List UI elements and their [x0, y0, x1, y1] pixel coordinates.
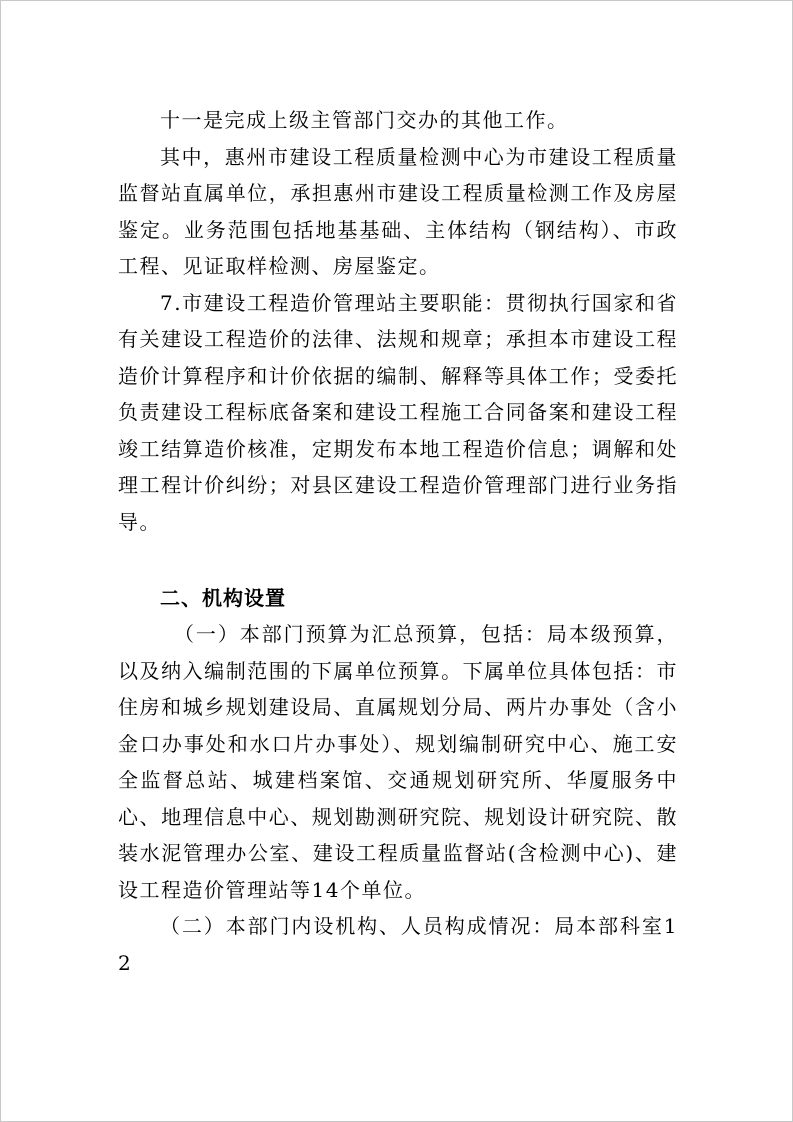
paragraph-quality-testing-center: 其中，惠州市建设工程质量检测中心为市建设工程质量监督站直属单位，承担惠州市建设工程质量检测工作及房屋鉴定。业务范围包括地基基础、主体结构（钢结构）、市政工程、见证取样检测、房屋鉴定。 [118, 144, 678, 278]
paragraph-cost-management-station: 7.市建设工程造价管理站主要职能：贯彻执行国家和省有关建设工程造价的法律、法规和规章；承担本市建设工程造价计算程序和计价依据的编制、解释等具体工作；受委托负责建设工程标底备案和建设工程施工合同备案和建设工程竣工结算造价核准，定期发布本地工程造价信息；调解和处理工程计价纠纷；对县区建设工程造价管理部门进行业务指导。 [118, 290, 678, 534]
paragraph-other-tasks: 十一是完成上级主管部门交办的其他工作。 [160, 108, 569, 132]
section-heading-organization: 二、机构设置 [160, 586, 286, 610]
paragraph-internal-structure: （二）本部门内设机构、人员构成情况：局本部科室12 [118, 914, 678, 975]
document-body [118, 102, 678, 981]
paragraph-budget-scope: （一）本部门预算为汇总预算，包括：局本级预算，以及纳入编制范围的下属单位预算。下属单位具体包括：市住房和城乡规划建设局、直属规划分局、两片办事处（含小金口办事处和水口片办事处）、规划编制研究中心、施工安全监督总站、城建档案馆、交通规划研究所、华厦服务中心、地理信息中心、规划勘测研究院、规划设计研究院、散装水泥管理办公室、建设工程质量监督站(含检测中心)、建设工程造价管理站等14个单位。 [118, 622, 678, 902]
